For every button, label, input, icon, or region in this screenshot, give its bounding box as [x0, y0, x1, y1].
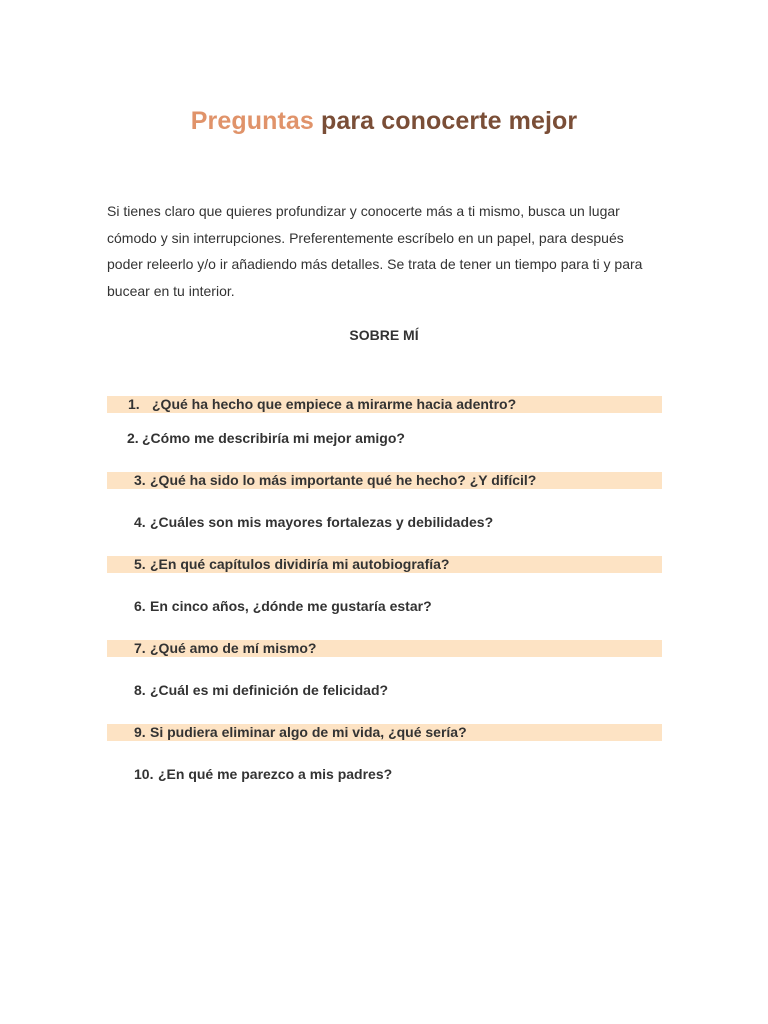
question-number: 2.: [127, 430, 139, 446]
question-item: [107, 640, 662, 657]
question-item: [134, 514, 493, 531]
question-text: ¿Qué ha sido lo más importante qué he hecho? ¿Y difícil?: [150, 472, 537, 488]
question-text: ¿Qué ha hecho que empiece a mirarme hacia adentro?: [152, 396, 517, 412]
question-item: [127, 430, 405, 447]
page-title: [0, 107, 768, 136]
question-number: 6.: [134, 598, 146, 614]
intro-paragraph: [107, 198, 687, 304]
question-text: ¿Qué amo de mí mismo?: [150, 640, 317, 656]
title-accent: Preguntas: [190, 106, 314, 135]
question-number: 3.: [134, 472, 146, 488]
question-number: 10.: [134, 766, 154, 782]
intro-line: cómodo y sin interrupciones. Preferentemente escríbelo en un papel, para después: [107, 229, 624, 246]
question-item: [107, 472, 662, 489]
question-number: 1.: [128, 396, 140, 412]
question-item: [134, 598, 432, 615]
question-text: ¿Cuáles son mis mayores fortalezas y debilidades?: [150, 514, 494, 530]
question-text: ¿En qué capítulos dividiría mi autobiografía?: [150, 556, 450, 572]
question-number: 4.: [134, 514, 146, 530]
section-heading: SOBRE MÍ: [349, 327, 419, 343]
question-item: [107, 556, 662, 573]
question-number: 5.: [134, 556, 146, 572]
question-number: 7.: [134, 640, 146, 656]
title-rest: para conocerte mejor: [313, 106, 578, 135]
question-number: 9.: [134, 724, 146, 740]
question-text: ¿Cuál es mi definición de felicidad?: [150, 682, 389, 698]
intro-line: poder releerlo y/o ir añadiendo más detalles. Se trata de tener un tiempo para ti y para: [107, 256, 643, 272]
intro-line: bucear en tu interior.: [107, 282, 235, 299]
question-item: [107, 396, 662, 413]
question-item: [134, 682, 388, 699]
question-item: [134, 766, 392, 783]
question-text: ¿En qué me parezco a mis padres?: [158, 766, 393, 782]
question-text: ¿Cómo me describiría mi mejor amigo?: [142, 430, 405, 446]
question-text: En cinco años, ¿dónde me gustaría estar?: [150, 598, 432, 614]
question-text: Si pudiera eliminar algo de mi vida, ¿qué sería?: [150, 724, 467, 740]
intro-line: Si tienes claro que quieres profundizar y conocerte más a ti mismo, busca un lugar: [107, 203, 620, 219]
question-item: [107, 724, 662, 741]
question-number: 8.: [134, 682, 146, 698]
